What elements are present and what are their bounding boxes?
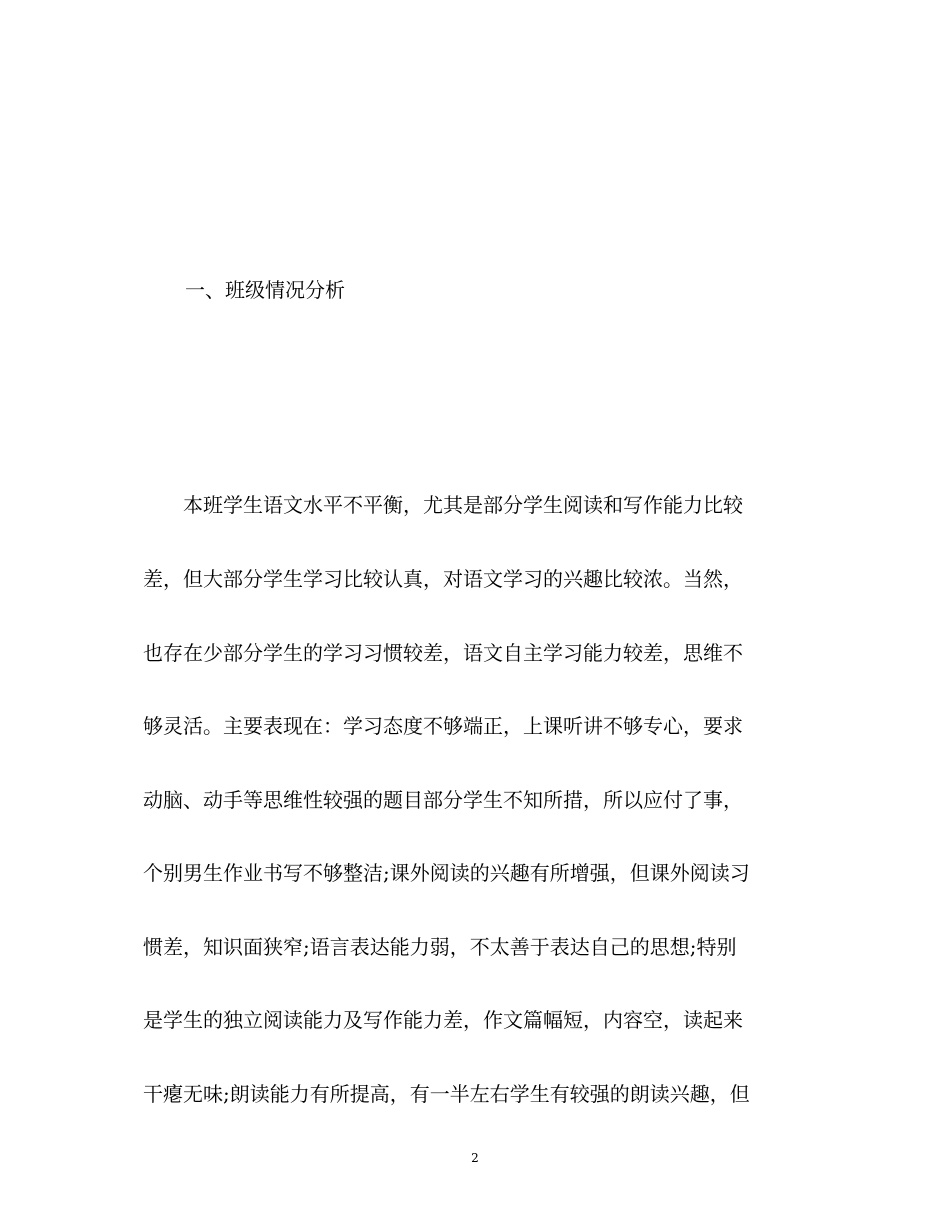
body-text-line: 个别男生作业书写不够整洁;课外阅读的兴趣有所增强，但课外阅读习: [143, 861, 750, 885]
section-heading: 一、班级情况分析: [185, 278, 345, 302]
body-text-line: 惯差，知识面狭窄;语言表达能力弱，不太善于表达自己的思想;特别: [143, 935, 737, 959]
page-number: 2: [471, 1151, 479, 1165]
body-text-line: 差，但大部分学生学习比较认真，对语文学习的兴趣比较浓。当然，: [143, 567, 743, 591]
body-text-line: 本班学生语文水平不平衡，尤其是部分学生阅读和写作能力比较: [143, 493, 743, 517]
body-text-line: 干瘪无味;朗读能力有所提高，有一半左右学生有较强的朗读兴趣，但: [143, 1082, 750, 1106]
body-text-line: 是学生的独立阅读能力及写作能力差，作文篇幅短，内容空，读起来: [143, 1008, 743, 1032]
body-text-line: 够灵活。主要表现在：学习态度不够端正，上课听讲不够专心，要求: [143, 714, 743, 738]
body-text-line: 动脑、动手等思维性较强的题目部分学生不知所措，所以应付了事，: [143, 788, 743, 812]
body-text-line: 也存在少部分学生的学习习惯较差，语文自主学习能力较差，思维不: [143, 641, 743, 665]
